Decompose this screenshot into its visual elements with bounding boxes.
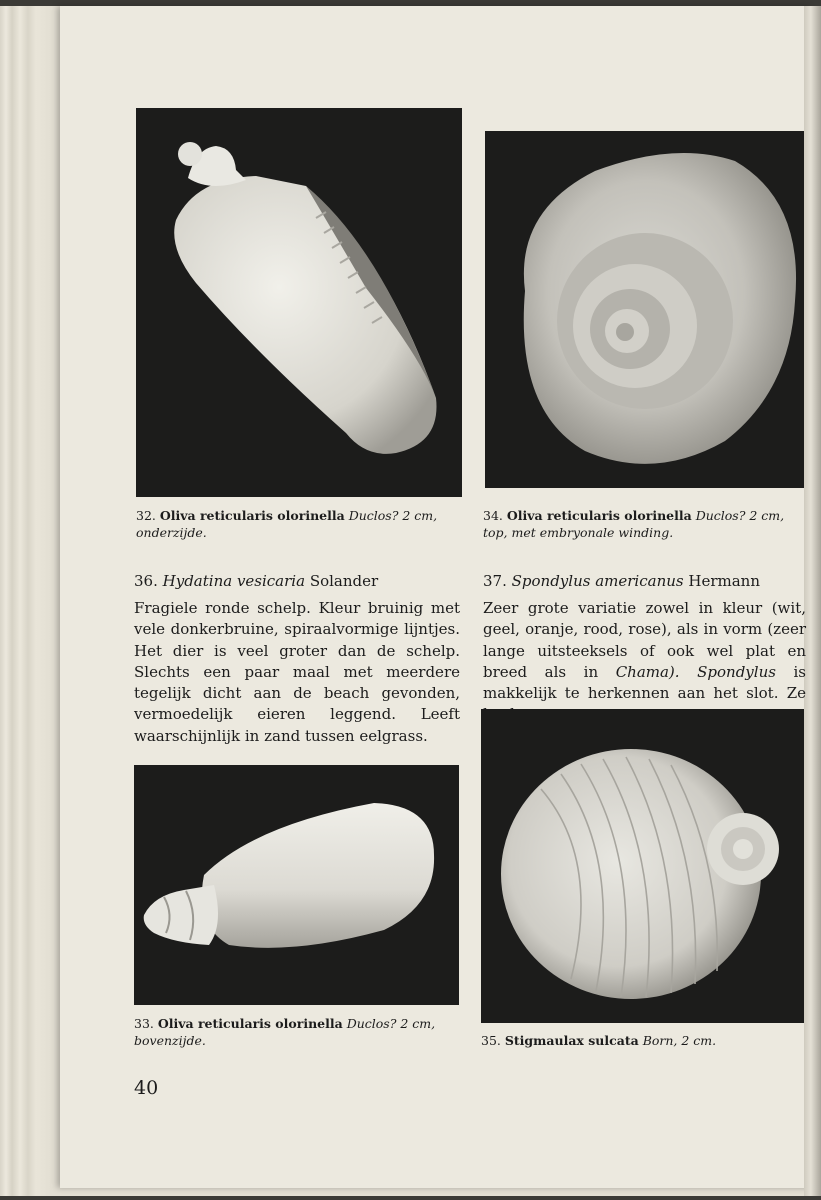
caption-author: Duclos? 2 cm,: [346, 1016, 436, 1031]
entry-text-italic: Chama).: [615, 662, 680, 681]
entry-heading-36: [134, 572, 378, 590]
entry-author: Hermann: [688, 572, 760, 590]
entry-text-37: [483, 598, 806, 726]
caption-species: Oliva reticularis olorinella: [157, 1016, 343, 1031]
entry-number: 36.: [134, 572, 158, 590]
page-number: 40: [134, 1077, 159, 1099]
caption-32: [136, 507, 464, 541]
stigmaulax-image: [481, 709, 804, 1023]
entry-species: Spondylus americanus: [511, 572, 684, 590]
entry-text-italic: Spondylus: [697, 662, 776, 681]
caption-species: Oliva reticularis olorinella: [159, 508, 345, 523]
entry-number: 37.: [483, 572, 507, 590]
caption-number: 34.: [483, 508, 503, 523]
entry-author: Solander: [309, 572, 379, 590]
entry-text-part: Zeer grote variatie zowel in kleur (wit, geel, oranje, rood, rose), als in vorm (zeer lange uitsteeksels of ook wel plat en breed als in: [483, 599, 806, 681]
caption-species: Stigmaulax sulcata: [504, 1033, 639, 1048]
entry-text-part: is makkelijk te herkennen aan het slot. Ze: [483, 662, 806, 703]
caption-33: [134, 1015, 462, 1049]
entry-heading-37: [483, 572, 760, 590]
caption-34: [483, 507, 808, 541]
oliva-top-side-image: [134, 765, 459, 1005]
entry-text-part: [680, 663, 698, 681]
caption-note: bovenzijde.: [134, 1033, 206, 1048]
caption-species: Oliva reticularis olorinella: [506, 508, 692, 523]
shell-photo-34: [485, 131, 804, 488]
caption-author: Born, 2 cm.: [642, 1033, 717, 1048]
oliva-underside-image: [136, 108, 462, 497]
shell-photo-32: [136, 108, 462, 497]
shell-photo-35: [481, 709, 804, 1023]
caption-author: Duclos? 2 cm,: [348, 508, 438, 523]
caption-number: 35.: [481, 1033, 501, 1048]
caption-note: top, met embryonale winding.: [483, 525, 674, 540]
caption-35: [481, 1032, 806, 1049]
entry-text-36: Fragiele ronde schelp. Kleur bruinig met vele donkerbruine, spiraalvormige lijntjes. Het dier is veel groter dan de schelp. Slechts een paar maal met meerdere tegelijk dicht aan de beach gevonden, vermoedelijk eieren leggend. Leeft waarschijnlijk in zand tussen eelgrass.: [134, 599, 460, 745]
caption-number: 32.: [136, 508, 156, 523]
shell-photo-33: [134, 765, 459, 1005]
oliva-top-image: [485, 131, 804, 488]
book-spine-edge: [804, 6, 821, 1196]
caption-note: onderzijde.: [136, 525, 207, 540]
caption-number: 33.: [134, 1016, 154, 1031]
caption-author: Duclos? 2 cm,: [695, 508, 785, 523]
entry-species: Hydatina vesicaria: [162, 572, 306, 590]
